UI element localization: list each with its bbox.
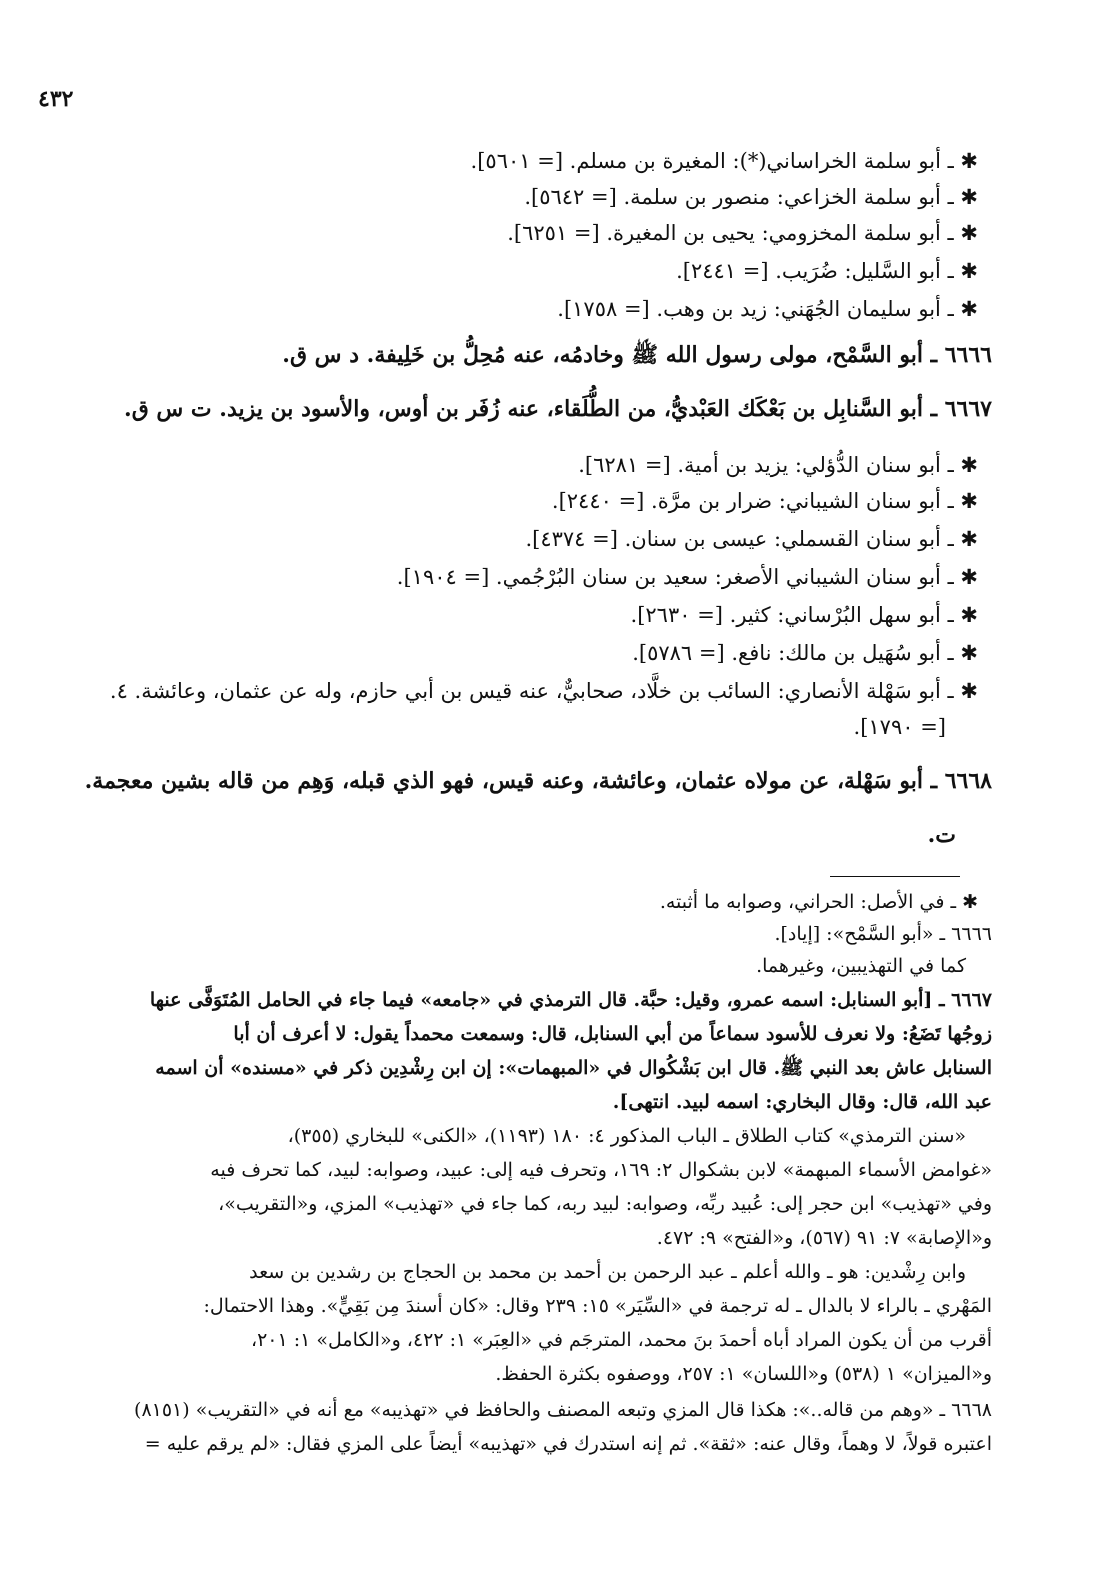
entry-6668-continuation: ت. (927, 822, 956, 848)
footnote-line: «غوامض الأسماء المبهمة» لابن بشكوال ٢: ١٦٩، وتحرف فيه إلى: عبيد، وصوابه: لبيد، كما تحرف فيه (210, 1159, 992, 1181)
entry-6668: ٦٦٦٨ ـ أبو سَهْلة، عن مولاه عثمان، وعائشة، وعنه قيس، فهو الذي قبله، وَهِم من قاله بشين معجمة. (84, 768, 992, 794)
footnote-line: وفي «تهذيب» ابن حجر إلى: عُبيد ربِّه، وصوابه: لبيد ربه، كما جاء في «تهذيب» المزي، و«التقريب»، (218, 1193, 992, 1215)
kunya-ref-continuation: [= ١٧٩٠]. (853, 715, 946, 739)
footnote-line: كما في التهذيبين، وغيرهما. (756, 955, 966, 977)
footnote-line: المَهْري ـ بالراء لا بالدال ـ له ترجمة في «السِّيَر» ١٥: ٢٣٩ وقال: «كان أسندَ مِن بَقِيٍّ». وهذا الاحتمال: (203, 1295, 992, 1317)
footnote-line: اعتبره قولاً، لا وهماً، وقال عنه: «ثقة». ثم إنه استدرك في «تهذيبه» أيضاً على المزي فقال: «لم يرقم عليه = (144, 1433, 992, 1455)
kunya-ref: ✱ ـ أبو سلمة المخزومي: يحيى بن المغيرة. [= ٦٢٥١]. (507, 221, 978, 245)
footnote-line: ٦٦٦٨ ـ «وهم من قاله..»: هكذا قال المزي وتبعه المصنف والحافظ في «تهذيبه» مع أنه في «التقريب» (٨١٥١) (134, 1399, 992, 1421)
footnote-line: عبد الله، قال: وقال البخاري: اسمه لبيد. انتهى]. (612, 1091, 992, 1113)
entry-6666: ٦٦٦٦ ـ أبو السَّمْح، مولى رسول الله ﷺ وخادمُه، عنه مُحِلُّ بن خَلِيفة. د س ق. (282, 342, 992, 368)
kunya-ref: ✱ ـ أبو سليمان الجُهَني: زيد بن وهب. [= ١٧٥٨]. (557, 297, 978, 321)
kunya-ref: ✱ ـ أبو سُهَيل بن مالك: نافع. [= ٥٧٨٦]. (632, 641, 978, 665)
kunya-ref: ✱ ـ أبو سهل البُرْساني: كثير. [= ٢٦٣٠]. (630, 603, 978, 627)
footnote-line: ٦٦٦٧ ـ [أبو السنابل: اسمه عمرو، وقيل: حبَّة. قال الترمذي في «جامعه» فيما جاء في الحامل المُتَوَفَّى عنها (149, 989, 992, 1011)
footnote-line: ٦٦٦٦ ـ «أبو السَّمْح»: [إياد]. (774, 923, 992, 945)
footnote-line: ✱ ـ في الأصل: الحراني، وصوابه ما أثبته. (659, 891, 978, 913)
kunya-ref: ✱ ـ أبو سَهْلة الأنصاري: السائب بن خلَّاد، صحابيٌّ، عنه قيس بن أبي حازم، وله عن عثمان، وعائشة. ٤. (109, 679, 978, 703)
kunya-ref: ✱ ـ أبو السَّليل: ضُرَيب. [= ٢٤٤١]. (676, 259, 978, 283)
footnote-line: و«الميزان» ١ (٥٣٨) و«اللسان» ١: ٢٥٧، ووصفوه بكثرة الحفظ. (495, 1363, 992, 1385)
footnote-line: زوجُها تَضَعُ: ولا نعرف للأسود سماعاً من أبي السنابل، قال: وسمعت محمداً يقول: لا أعرف أن أبا (233, 1023, 992, 1045)
footnote-line: و«الإصابة» ٧: ٩١ (٥٦٧)، و«الفتح» ٩: ٤٧٢. (656, 1227, 992, 1249)
kunya-ref: ✱ ـ أبو سنان الشيباني الأصغر: سعيد بن سنان البُرْجُمي. [= ١٩٠٤]. (396, 565, 978, 589)
footnote-line: السنابل عاش بعد النبي ﷺ. قال ابن بَشْكُوال في «المبهمات»: إن ابن رِشْدِين ذكر في «مسنده» أن اسمه (155, 1057, 992, 1079)
kunya-ref: ✱ ـ أبو سلمة الخراساني(*): المغيرة بن مسلم. [= ٥٦٠١]. (470, 149, 978, 173)
page-number: ٤٣٢ (38, 86, 74, 112)
footnote-line: «سنن الترمذي» كتاب الطلاق ـ الباب المذكور ٤: ١٨٠ (١١٩٣)، «الكنى» للبخاري (٣٥٥)، (287, 1125, 966, 1147)
kunya-ref: ✱ ـ أبو سلمة الخزاعي: منصور بن سلمة. [= ٥٦٤٢]. (524, 185, 978, 209)
kunya-ref: ✱ ـ أبو سنان الدُّؤلي: يزيد بن أمية. [= ٦٢٨١]. (578, 453, 978, 477)
entry-6667: ٦٦٦٧ ـ أبو السَّنابِل بن بَعْكَك العَبْديُّ، من الطُّلَقاء، عنه زُفَر بن أوس، والأسود بن يزيد. ت س ق. (124, 396, 992, 422)
kunya-ref: ✱ ـ أبو سنان الشيباني: ضرار بن مرَّة. [= ٢٤٤٠]. (551, 489, 978, 513)
footnote-line: أقرب من أن يكون المراد أباه أحمدَ بنَ محمد، المترجَم في «العِبَر» ١: ٤٢٢، و«الكامل» ١: ٢٠١، (250, 1329, 992, 1351)
footnote-divider (830, 876, 960, 877)
kunya-ref: ✱ ـ أبو سنان القسملي: عيسى بن سنان. [= ٤٣٧٤]. (525, 527, 978, 551)
footnote-line: وابن رِشْدين: هو ـ والله أعلم ـ عبد الرحمن بن أحمد بن محمد بن الحجاج بن رشدين بن سعد (249, 1261, 966, 1283)
